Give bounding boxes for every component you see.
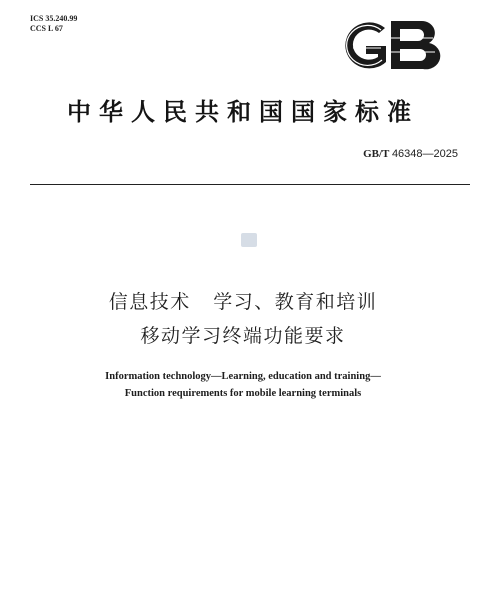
classification-codes — [30, 14, 77, 34]
english-title-line-2: Function requirements for mobile learning terminals — [124, 388, 362, 399]
standard-prefix: GB/T — [363, 148, 390, 160]
standard-number — [363, 148, 458, 160]
standard-title: 中华人民共和国国家标准 — [67, 97, 419, 126]
gb-logo-icon — [333, 16, 443, 74]
chinese-title-line-2: 移动学习终端功能要求 — [140, 325, 346, 347]
ics-code: ICS 35.240.99 — [30, 14, 78, 23]
chinese-title-line-1: 信息技术 学习、教育和培训 — [108, 291, 378, 313]
ccs-code: CCS L 67 — [30, 24, 63, 33]
standard-code: 46348—2025 — [391, 148, 458, 160]
watermark-icon — [241, 233, 257, 247]
english-title-line-1: Information technology—Learning, education and training— — [105, 371, 381, 382]
header-divider — [30, 184, 470, 185]
